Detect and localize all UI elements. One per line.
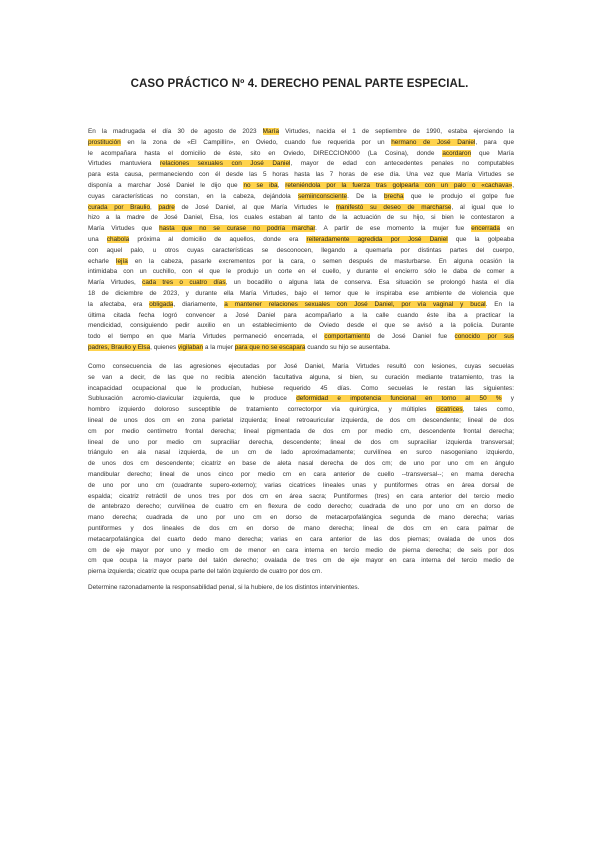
text-run: última citada fecha logró convencer a José Daniel para acompañarlo a la calle cuando éste iba a practicar la xyxy=(88,311,514,319)
text-line xyxy=(88,459,514,470)
text-run: intimidaba con un cuchillo, con el que le produjo un corte en el cuello, y durante el encierro sólo le daba de comer a xyxy=(88,268,514,276)
text-line xyxy=(88,502,514,513)
text-line xyxy=(88,427,514,438)
text-run: Virtudes mantuviera xyxy=(88,160,161,168)
text-run: hizo a la madre de José Daniel, Elsa, los cuales estaban al tanto de la actuación de su hijo, si bien le contestaron a xyxy=(88,214,514,222)
text-run: pierna izquierda; cicatriz que ocupa parte del talón izquierdo de cuatro por dos cm. xyxy=(88,568,323,576)
text-run: en la cabeza, pasarle excrementos por la cara, o semen después de masturbarse. En alguna ocasión la xyxy=(127,257,514,265)
text-run: mandibular derecho; lineal de unos cinco por medio cm en cara anterior de cuello --transversal--; en mama derecha xyxy=(88,470,514,478)
text-run: cm que ocupa la mayor parte del talón derecho; ovalada de tres cm de eje mayor en cara interna del tercio medio de xyxy=(88,557,514,565)
text-run: de antebrazo derecho; curvilínea de cuatro cm en flexura de codo derecho; cuadrada de uno por uno cm en dorso de xyxy=(88,503,514,511)
highlighted-text: a mantener relaciones sexuales con José Daniel, por vía vaginal y bucal xyxy=(224,300,486,308)
injuries-paragraph xyxy=(88,362,514,578)
highlighted-text: comportamiento xyxy=(324,333,371,341)
text-run: a la mujer xyxy=(203,343,235,351)
text-run: se van a decir, de las que no recibía atención facultativa alguna, si bien, su curación mediante tratamiento, tras la xyxy=(88,373,514,381)
highlighted-text: curada por Braulio xyxy=(88,203,151,211)
text-run: de José Daniel, al que María Virtudes le xyxy=(174,203,336,211)
text-run: , xyxy=(277,181,286,189)
text-line xyxy=(88,362,514,373)
text-run: 18 de diciembre de 2023, y durante ella María Virtudes, bajo el temor que le inspiraba ese ambiente de violencia que xyxy=(88,289,514,297)
text-run: próxima al domicilio de aquellos, donde era xyxy=(129,235,307,243)
text-run: una xyxy=(88,235,107,243)
highlighted-text: prostitución xyxy=(88,138,121,146)
highlighted-text: vigilaban xyxy=(177,343,204,351)
highlighted-text: acordaron xyxy=(442,149,472,157)
text-line xyxy=(88,203,514,214)
text-line xyxy=(88,583,514,594)
text-run: disponía a marchar José Daniel le dijo que xyxy=(88,181,244,189)
text-line xyxy=(88,278,514,289)
highlighted-text: obligada xyxy=(149,300,174,308)
highlighted-text: reiteradamente agredida por José Daniel xyxy=(306,235,448,243)
text-run: En la madrugada el día 30 de agosto de 2023 xyxy=(88,128,263,135)
highlighted-text: chabola xyxy=(106,235,130,243)
text-run: Virtudes, nacida el 1 de septiembre de 1990, estaba ejerciendo la xyxy=(279,128,514,135)
text-line xyxy=(88,546,514,557)
highlighted-text: hasta que no se curase no podría marchar xyxy=(159,225,316,233)
text-line xyxy=(88,438,514,449)
text-run: cm de eje mayor por uno y medio cm de menor en cara interna en tercio medio de pierna derecha; de seis por dos xyxy=(88,546,514,554)
text-run: mano derecha; cuadrada de uno por uno cm en dorso de metacarpofalángica segunda de mano derecha; varias xyxy=(88,514,514,522)
text-line xyxy=(88,192,514,203)
highlighted-text: hermano de José Daniel xyxy=(391,138,476,146)
highlighted-text: conocido por sus xyxy=(454,333,514,341)
text-line xyxy=(88,170,514,181)
highlighted-text: cicatrices xyxy=(435,406,463,414)
text-line xyxy=(88,470,514,481)
text-run: con aquel palo, u otros cuyas características se desconocen, llegando a quemarla por distintas partes del cuerpo, xyxy=(88,246,514,254)
text-line xyxy=(88,235,514,246)
text-line xyxy=(88,311,514,322)
text-run: María Virtudes que xyxy=(88,225,160,233)
text-line xyxy=(88,556,514,567)
text-run: espalda; cicatriz retráctil de unos tres por dos cm en área sacra; Puntiformes (tres) en cara anterior del tercio medio xyxy=(88,492,514,500)
text-run: cuyas características no constan, en la cabeza, dejándola xyxy=(88,192,299,200)
text-run: para esta causa, permaneciendo con él desde las 5 horas hasta las 7 horas de ese día. Una vez que María Virtudes se xyxy=(88,171,514,179)
text-run: . De la xyxy=(347,192,384,200)
highlighted-text: reteniéndola por la fuerza tras golpearla con un palo o «cachava» xyxy=(285,181,513,189)
text-run: de uno por uno cm (cuadrante supero-externo); varias cicatrices lineales unas y puntiformes otras en área dorsal de xyxy=(88,481,514,489)
text-run: triángulo en ala nasal izquierda, de un cm de lado aproximadamente; curvilínea en surco nasogeniano izquierdo, xyxy=(88,449,514,457)
text-run: echarle xyxy=(88,257,117,265)
text-line xyxy=(88,405,514,416)
text-run: María Virtudes, xyxy=(88,279,143,287)
text-run: que le produjo el golpe fue xyxy=(403,192,514,200)
text-line xyxy=(88,257,514,268)
text-run: lineal de unos dos cm en zona parietal izquierda; lineal retroauricular izquierda, de dos cm descendente; lineal de dos xyxy=(88,416,514,424)
text-line xyxy=(88,127,514,138)
text-line xyxy=(88,535,514,546)
highlighted-text: lejía xyxy=(116,257,128,265)
highlighted-text: encerrada xyxy=(471,225,500,233)
text-line xyxy=(88,416,514,427)
highlighted-text: brecha xyxy=(384,192,404,200)
text-line xyxy=(88,394,514,405)
text-run: , tales como, xyxy=(462,406,514,414)
text-line xyxy=(88,513,514,524)
highlighted-text: cada tres o cuatro días xyxy=(142,279,226,287)
text-line xyxy=(88,343,514,354)
text-line xyxy=(88,138,514,149)
text-line xyxy=(88,246,514,257)
text-run: , xyxy=(150,203,159,211)
highlighted-text: padre xyxy=(158,203,175,211)
text-run: metacarpofalángica del cuarto dedo mano derecha; varias en cara anterior de las dos piernas; ovalada de unos dos xyxy=(88,535,514,543)
text-run: en xyxy=(499,225,514,233)
text-line xyxy=(88,481,514,492)
text-line xyxy=(88,149,514,160)
question-paragraph xyxy=(88,583,514,594)
facts-paragraph xyxy=(88,127,514,354)
text-line xyxy=(88,332,514,343)
text-run: mendicidad, consiguiendo pedir auxilio en un establecimiento de Oviedo desde el que se avisó a la policía. Durante xyxy=(88,322,514,330)
text-run: . A partir de ese momento la mujer fue xyxy=(315,225,472,233)
text-run: la afectaba, era xyxy=(88,300,150,308)
text-run: incapacidad ocupacional que le producían, hubiese requerido 45 días. Como secuelas le restan las siguientes: xyxy=(88,384,514,392)
text-run: , un bocadillo o alguna lata de conserva. Esa situación se prolongó hasta el día xyxy=(225,279,514,287)
text-run: Subluxación acromio-clavicular izquierda, que le produce xyxy=(88,395,297,403)
text-run: , para que xyxy=(475,138,514,146)
highlighted-text: manifestó su deseo de marcharse xyxy=(335,203,452,211)
text-line xyxy=(88,567,514,578)
text-line xyxy=(88,289,514,300)
text-line xyxy=(88,448,514,459)
text-run: de unos dos cm descendente; cicatriz en base de aleta nasal derecha de dos cm; de uno por uno cm en ángulo xyxy=(88,460,514,468)
text-line xyxy=(88,159,514,170)
text-line xyxy=(88,524,514,535)
text-line xyxy=(88,213,514,224)
text-run: todo el tiempo en que María Virtudes permaneció encerrada, el xyxy=(88,333,325,341)
text-run: , diariamente, xyxy=(173,300,225,308)
text-run: , xyxy=(512,181,514,189)
text-run: que la golpeaba xyxy=(447,235,514,243)
highlighted-text: María xyxy=(262,128,280,135)
text-run: Determine razonadamente la responsabilidad penal, si la hubiere, de los distintos intervinientes. xyxy=(88,584,360,591)
text-line xyxy=(88,321,514,332)
text-line xyxy=(88,181,514,192)
text-run: lineal de uno por medio cm supraciliar derecha, descendente; lineal de dos cm supraciliar izquierda transversal; xyxy=(88,438,514,446)
text-line xyxy=(88,492,514,503)
text-run: en la zona de «El Campillín», en Oviedo, cuando fue requerida por un xyxy=(120,138,392,146)
text-line xyxy=(88,384,514,395)
text-run: , al igual que lo xyxy=(451,203,514,211)
highlighted-text: no se iba xyxy=(243,181,278,189)
text-run: hombro izquierdo doloroso susceptible de tratamiento correctorpor vía quirúrgica, y múltiples xyxy=(88,406,436,414)
text-run: y xyxy=(501,395,514,403)
text-run: cuando su hijo se ausentaba. xyxy=(305,343,391,351)
text-run: , quienes xyxy=(150,343,178,351)
text-line xyxy=(88,373,514,384)
case-title: CASO PRÁCTICO Nº 4. DERECHO PENAL PARTE ESPECIAL. xyxy=(130,78,469,90)
highlighted-text: para que no se escapara xyxy=(234,343,306,351)
highlighted-text: relaciones sexuales con José Daniel xyxy=(160,160,291,168)
text-run: le acompañara hasta el domicilio de éste, sito en Oviedo, DIRECCION000 (La Cosina), donde xyxy=(88,149,443,157)
text-run: Como consecuencia de las agresiones ejecutadas por José Daniel, María Virtudes resultó con lesiones, cuyas secuelas xyxy=(88,363,514,370)
text-run: cm por medio centímetro frontal derecha; lineal pigmentada de dos cm por medio cm, descendente frontal derecha; xyxy=(88,427,514,435)
highlighted-text: padres, Braulio y Elsa xyxy=(88,343,151,351)
text-line xyxy=(88,300,514,311)
highlighted-text: semiinconsciente xyxy=(298,192,348,200)
text-run: que María xyxy=(471,149,514,157)
text-run: de José Daniel fue xyxy=(370,333,455,341)
text-line xyxy=(88,267,514,278)
text-run: puntiformes y dos lineales de dos cm en dorso de mano derecha; lineal de dos cm en cara palmar de xyxy=(88,524,514,532)
text-line xyxy=(88,224,514,235)
text-run: , mayor de edad con antecedentes penales no computables xyxy=(290,160,514,168)
highlighted-text: deformidad e impotencia funcional en torno al 50 % xyxy=(296,395,502,403)
text-run: . En la xyxy=(485,300,514,308)
